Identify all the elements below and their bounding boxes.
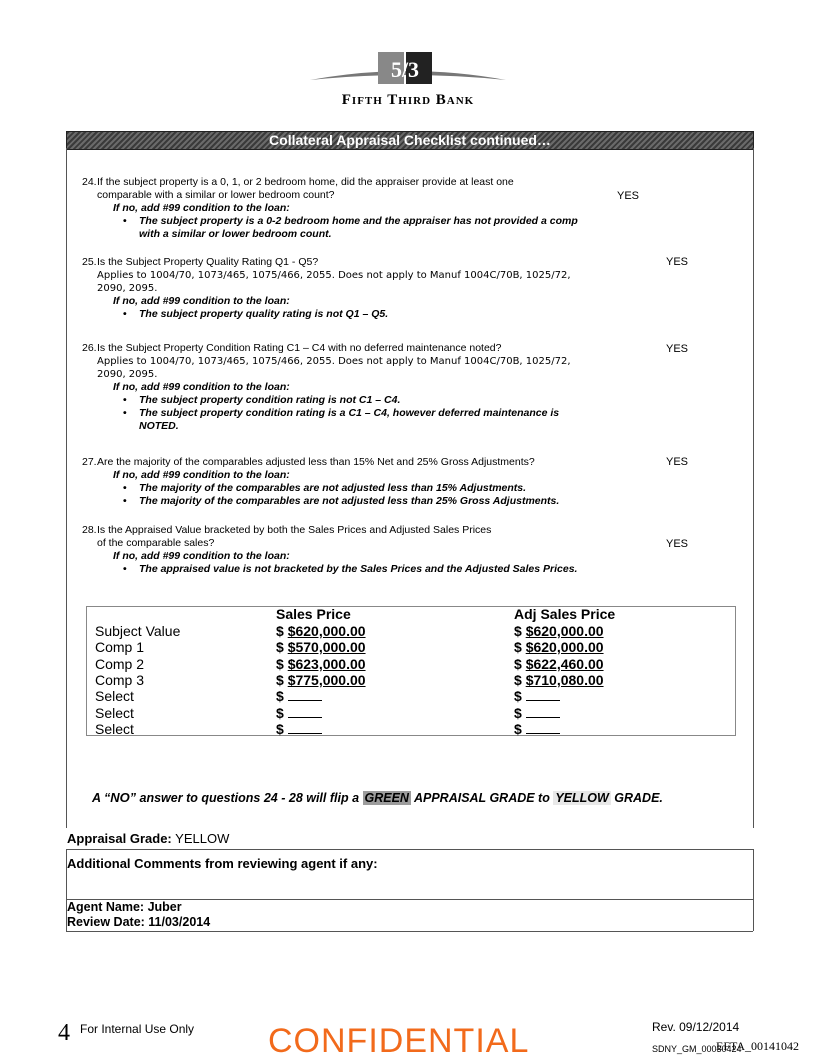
dollar-sign: $ bbox=[514, 705, 522, 721]
table-cell-sales[interactable] bbox=[276, 623, 366, 639]
question-24 bbox=[82, 176, 642, 241]
dollar-sign: $ bbox=[276, 688, 284, 704]
dollar-sign: $ bbox=[514, 672, 522, 688]
condition-bullet: • The subject property condition rating is not C1 – C4. bbox=[123, 394, 642, 407]
amount-value: $620,000.00 bbox=[525, 623, 604, 639]
revision-date: Rev. 09/12/2014 bbox=[652, 1020, 740, 1034]
confidential-stamp: CONFIDENTIAL bbox=[268, 1022, 530, 1060]
review-date[interactable]: 11/03/2014 bbox=[148, 915, 211, 929]
section-title: Collateral Appraisal Checklist continued… bbox=[269, 132, 551, 148]
dollar-sign: $ bbox=[514, 639, 522, 655]
dollar-sign: $ bbox=[514, 721, 522, 737]
applies-text: Applies to 1004/70, 1073/465, 1075/466, 2055. Does not apply to Manuf 1004C/70B, 1025/72, 2090, 2095. bbox=[97, 356, 571, 380]
amount-value: $620,000.00 bbox=[525, 639, 604, 655]
logo-mark-text: 5/3 bbox=[390, 57, 420, 82]
additional-comments-label: Additional Comments from reviewing agent if any: bbox=[67, 856, 378, 871]
table-cell-sales[interactable] bbox=[276, 672, 366, 688]
note-text: ” answer to questions 24 - 28 will flip a bbox=[129, 791, 363, 805]
question-text: Is the Subject Property Quality Rating Q1 - Q5? bbox=[97, 256, 319, 268]
agent-name[interactable]: Juber bbox=[147, 900, 182, 914]
dollar-sign: $ bbox=[514, 656, 522, 672]
question-27 bbox=[82, 456, 642, 508]
bank-name: Fifth Third Bank bbox=[341, 92, 475, 108]
condition-text: If no, add #99 condition to the loan: bbox=[113, 295, 290, 307]
appraisal-grade bbox=[67, 831, 229, 846]
internal-use-text: For Internal Use Only bbox=[80, 1022, 195, 1036]
amount-value: $620,000.00 bbox=[287, 623, 366, 639]
dollar-sign: $ bbox=[276, 705, 284, 721]
blank-amount bbox=[288, 723, 322, 734]
table-row-label: Select bbox=[95, 705, 134, 721]
table-row-label: Comp 3 bbox=[95, 672, 145, 688]
divider bbox=[66, 931, 753, 932]
condition-bullet: • The subject property quality rating is not Q1 – Q5. bbox=[123, 308, 642, 321]
table-cell-adj[interactable] bbox=[514, 672, 604, 688]
column-header-adj-sales-price: Adj Sales Price bbox=[514, 606, 616, 622]
amount-value: $570,000.00 bbox=[287, 639, 366, 655]
note-text: APPRAISAL GRADE to bbox=[410, 791, 554, 805]
condition-bullet: • The majority of the comparables are not adjusted less than 25% Gross Adjustments. bbox=[123, 495, 659, 508]
table-row-label: Comp 2 bbox=[95, 656, 145, 672]
note-green-grade: GREEN bbox=[364, 791, 409, 805]
condition-text: If no, add #99 condition to the loan: bbox=[113, 550, 290, 562]
question-number: 28. bbox=[82, 524, 97, 536]
question-text: of the comparable sales? bbox=[97, 537, 215, 549]
appraisal-grade-label: Appraisal Grade: bbox=[67, 831, 172, 846]
comments-box[interactable] bbox=[66, 849, 754, 899]
table-cell-sales[interactable] bbox=[276, 721, 322, 737]
dollar-sign: $ bbox=[514, 623, 522, 639]
dollar-sign: $ bbox=[276, 656, 284, 672]
note-text: A “ bbox=[92, 791, 111, 805]
agent-box bbox=[66, 899, 754, 931]
efta-number: EFTA_00141042 bbox=[716, 1039, 800, 1053]
condition-text: If no, add #99 condition to the loan: bbox=[113, 469, 290, 481]
question-text: Is the Subject Property Condition Rating C1 – C4 with no deferred maintenance noted? bbox=[97, 342, 502, 354]
question-25 bbox=[82, 256, 642, 321]
question-number: 27. bbox=[82, 456, 97, 468]
table-cell-adj[interactable] bbox=[514, 656, 604, 672]
note-yellow-grade: YELLOW bbox=[555, 791, 609, 805]
answer-26[interactable]: YES bbox=[666, 343, 689, 355]
blank-amount bbox=[526, 707, 560, 718]
note-text: GRADE. bbox=[610, 791, 663, 805]
review-date-label: Review Date: bbox=[67, 915, 145, 929]
dollar-sign: $ bbox=[276, 672, 284, 688]
note-no: NO bbox=[110, 790, 130, 805]
bates-number: SDNY_GM_00030424 bbox=[652, 1044, 742, 1054]
question-number: 25. bbox=[82, 256, 97, 268]
table-row-label: Select bbox=[95, 688, 134, 704]
table-cell-sales[interactable] bbox=[276, 656, 366, 672]
table-cell-adj[interactable] bbox=[514, 721, 560, 737]
answer-25[interactable]: YES bbox=[666, 256, 689, 268]
applies-text: Applies to 1004/70, 1073/465, 1075/466, 2055. Does not apply to Manuf 1004C/70B, 1025/72, 2090, 2095. bbox=[97, 270, 571, 294]
answer-28[interactable]: YES bbox=[666, 538, 689, 550]
table-cell-sales[interactable] bbox=[276, 705, 322, 721]
question-number: 26. bbox=[82, 342, 97, 354]
condition-bullet: • The subject property is a 0-2 bedroom home and the appraiser has not provided a comp with a similar or lower bedroom count. bbox=[123, 215, 579, 241]
table-cell-sales[interactable] bbox=[276, 639, 366, 655]
question-text: If the subject property is a 0, 1, or 2 bedroom home, did the appraiser provide at least one bbox=[97, 176, 514, 188]
table-row-label: Comp 1 bbox=[95, 639, 145, 655]
table-cell-sales[interactable] bbox=[276, 688, 322, 704]
blank-amount bbox=[288, 690, 322, 701]
answer-27[interactable]: YES bbox=[666, 456, 689, 468]
dollar-sign: $ bbox=[514, 688, 522, 704]
amount-value: $623,000.00 bbox=[287, 656, 366, 672]
table-cell-adj[interactable] bbox=[514, 705, 560, 721]
condition-bullet: • The majority of the comparables are not adjusted less than 15% Adjustments. bbox=[123, 482, 642, 495]
question-text: Is the Appraised Value bracketed by both the Sales Prices and Adjusted Sales Prices bbox=[97, 524, 492, 536]
condition-text: If no, add #99 condition to the loan: bbox=[113, 381, 290, 393]
table-cell-adj[interactable] bbox=[514, 639, 604, 655]
agent-name-label: Agent Name: bbox=[67, 900, 145, 914]
blank-amount bbox=[288, 707, 322, 718]
table-row-label: Subject Value bbox=[95, 623, 181, 639]
condition-bullet: • The appraised value is not bracketed by the Sales Prices and the Adjusted Sales Prices. bbox=[123, 563, 579, 576]
question-26 bbox=[82, 342, 642, 433]
grade-flip-note bbox=[92, 790, 663, 805]
question-28 bbox=[82, 524, 642, 576]
column-header-sales-price: Sales Price bbox=[276, 606, 351, 622]
amount-value: $622,460.00 bbox=[525, 656, 604, 672]
question-number: 24. bbox=[82, 176, 97, 188]
amount-value: $710,080.00 bbox=[525, 672, 604, 688]
blank-amount bbox=[526, 690, 560, 701]
table-cell-adj[interactable] bbox=[514, 688, 560, 704]
appraisal-grade-value[interactable]: YELLOW bbox=[175, 831, 230, 846]
condition-bullet: • The subject property condition rating is a C1 – C4, however deferred maintenance is NOTED. bbox=[123, 407, 579, 433]
dollar-sign: $ bbox=[276, 721, 284, 737]
question-text: Are the majority of the comparables adjusted less than 15% Net and 25% Gross Adjustments? bbox=[97, 456, 535, 468]
answer-24[interactable]: YES bbox=[617, 190, 640, 202]
page-number: 4 bbox=[58, 1020, 70, 1046]
question-text: comparable with a similar or lower bedroom count? bbox=[97, 189, 335, 201]
dollar-sign: $ bbox=[276, 639, 284, 655]
price-table bbox=[86, 606, 736, 736]
amount-value: $775,000.00 bbox=[287, 672, 366, 688]
blank-amount bbox=[526, 723, 560, 734]
table-row-label: Select bbox=[95, 721, 134, 737]
condition-text: If no, add #99 condition to the loan: bbox=[113, 202, 290, 214]
dollar-sign: $ bbox=[276, 623, 284, 639]
table-cell-adj[interactable] bbox=[514, 623, 604, 639]
